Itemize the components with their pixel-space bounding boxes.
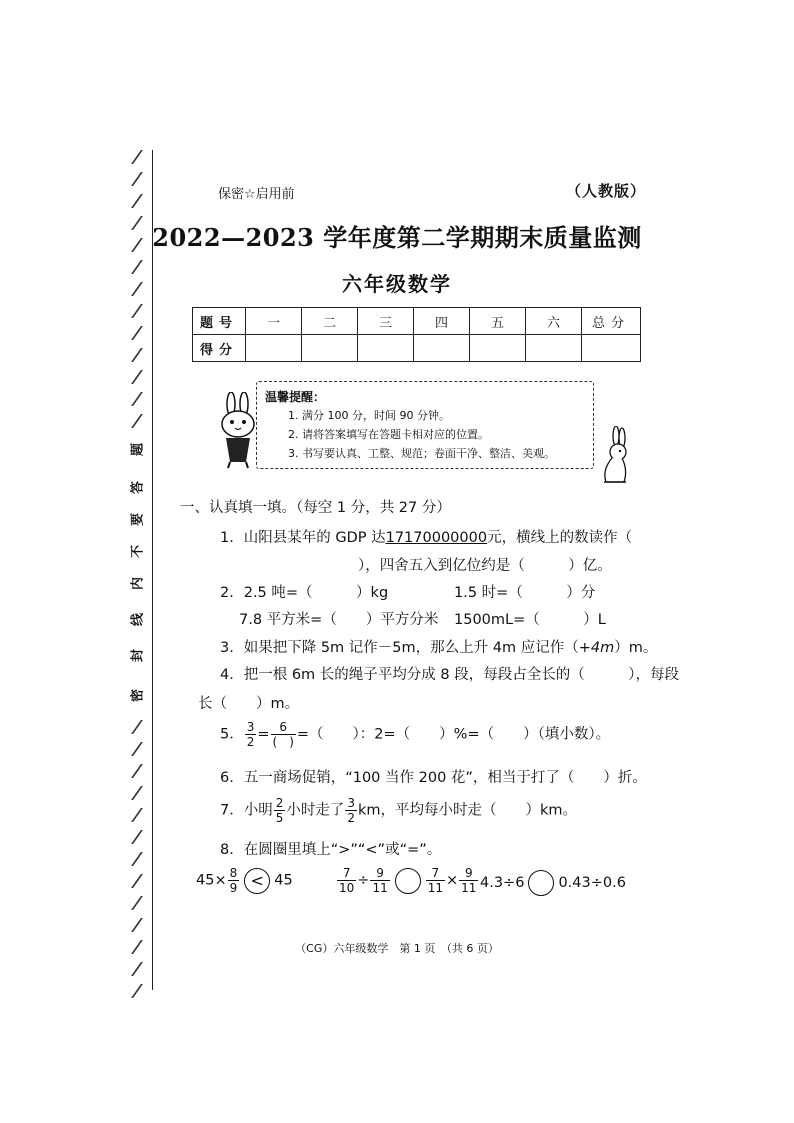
question-5 [220, 720, 610, 749]
notice-item: 3. 书写要认真、工整、规范；卷面干净、整洁、美观。 [288, 447, 555, 460]
question-2d: 1500mL=（ ）L [454, 612, 606, 628]
numerator: 9 [370, 866, 389, 881]
numerator: 6 [271, 720, 296, 735]
compare-text: 0.43÷0.6 [558, 875, 626, 891]
denominator: 11 [461, 881, 477, 895]
score-cell [358, 335, 414, 362]
fraction [370, 866, 389, 895]
question-4: 4．把一根 6m 长的绳子平均分成 8 段，每段占全长的（ ），每段 [220, 667, 679, 683]
compare-circle[interactable]: < [244, 868, 270, 894]
question-6: 6．五一商场促销，“100 当作 200 花”，相当于打了（ ）折。 [220, 770, 647, 786]
compare-b [336, 866, 479, 895]
denominator: 2 [246, 735, 255, 749]
col-total: 总分 [582, 308, 641, 335]
denominator: 11 [427, 881, 443, 895]
q1-number: 17170000000 [385, 530, 488, 546]
slash-mark [131, 786, 143, 800]
notice-title: 温馨提醒： [265, 390, 326, 404]
q3-text: 3．如果把下降 5m 记作－5m，那么上升 4m 应记作（ [220, 640, 579, 656]
exam-subtitle: 六年级数学 [342, 272, 452, 296]
score-cell [470, 335, 526, 362]
compare-text: 4.3÷6 [480, 875, 525, 891]
question-7 [220, 796, 577, 825]
compare-circle[interactable] [528, 870, 554, 896]
compare-c [480, 870, 626, 896]
operator: ÷ [357, 872, 370, 889]
numerator: 7 [426, 866, 445, 881]
equals-sign: = [257, 726, 270, 743]
fraction [459, 866, 478, 895]
slash-mark [131, 348, 143, 362]
slash-mark [131, 852, 143, 866]
fraction [228, 866, 240, 895]
q1-text: 1．山阳县某年的 GDP 达 [220, 530, 386, 546]
q7-text: 小时走了 [286, 802, 345, 819]
slash-mark [131, 172, 143, 186]
slash-mark [131, 830, 143, 844]
question-2a: 2．2.5 吨=（ ）kg [220, 585, 389, 601]
q5-label: 5． [220, 726, 244, 743]
fraction [274, 796, 286, 825]
col-6: 六 [526, 308, 582, 335]
binding-char: 线 [130, 613, 146, 627]
fraction [337, 866, 356, 895]
denominator: 9 [229, 881, 238, 895]
question-2c: 7.8 平方米=（ ）平方分米 [239, 612, 439, 628]
compare-circle[interactable] [395, 868, 421, 894]
q7-text: km，平均每小时走（ ）km。 [358, 802, 578, 819]
numerator: 3 [347, 796, 356, 810]
slash-mark [131, 326, 143, 340]
col-4: 四 [414, 308, 470, 335]
secret-label: 保密☆启用前 [218, 187, 295, 202]
slash-mark [131, 896, 143, 910]
edition-label: （人教版） [566, 182, 647, 200]
slash-mark [131, 392, 143, 406]
binding-char: 题 [130, 443, 146, 457]
binding-char: 不 [130, 545, 146, 559]
notice-item: 2. 请将答案填写在答题卡相对应的位置。 [288, 428, 489, 441]
rabbit-icon [596, 426, 632, 488]
question-2b: 1.5 时=（ ）分 [454, 585, 596, 601]
row-label-score: 得分 [193, 335, 246, 362]
exam-title: 2022—2023 学年度第二学期期末质量监测 [152, 223, 642, 252]
score-table-score-row [193, 335, 641, 362]
slash-mark [131, 150, 143, 164]
question-3 [220, 636, 657, 657]
slash-mark [131, 304, 143, 318]
q3-text: ）m。 [614, 640, 658, 656]
numerator: 9 [459, 866, 478, 881]
notice-item: 1. 满分 100 分，时间 90 分钟。 [288, 409, 450, 422]
denominator: 10 [339, 881, 355, 895]
denominator: 5 [275, 811, 284, 825]
score-cell [582, 335, 641, 362]
denominator: 11 [372, 881, 388, 895]
slash-mark [131, 918, 143, 932]
binding-char: 封 [130, 649, 146, 663]
binding-char: 答 [130, 481, 146, 495]
q3-handwritten-answer: +4m [578, 640, 615, 656]
slash-mark [131, 742, 143, 756]
fraction [271, 720, 296, 749]
binding-char: 要 [130, 513, 146, 527]
slash-mark [131, 808, 143, 822]
fraction [426, 866, 445, 895]
compare-a [196, 866, 293, 895]
question-4-cont: 长（ ）m。 [198, 696, 300, 712]
q5-text: =（ ）：2=（ ）%=（ ）（填小数）。 [296, 726, 611, 743]
col-3: 三 [358, 308, 414, 335]
col-1: 一 [246, 308, 302, 335]
col-5: 五 [470, 308, 526, 335]
slash-mark [131, 764, 143, 778]
denominator: 2 [347, 811, 356, 825]
binding-char: 内 [130, 577, 146, 591]
section-heading: 一、认真填一填。（每空 1 分，共 27 分） [180, 500, 451, 516]
slash-mark [131, 370, 143, 384]
score-cell [302, 335, 358, 362]
slash-mark [131, 962, 143, 976]
numerator: 2 [275, 796, 284, 810]
slash-mark [131, 874, 143, 888]
score-cell [414, 335, 470, 362]
score-table [192, 307, 641, 362]
question-8: 8．在圆圈里填上“>”“<”或“=”。 [220, 842, 442, 858]
binding-char: 密 [130, 689, 146, 703]
numerator: 8 [229, 866, 238, 880]
fraction [245, 720, 257, 749]
page-footer: （CG）六年级数学 第 1 页 （共 6 页） [295, 942, 499, 955]
numerator: 7 [337, 866, 356, 881]
operator: × [446, 872, 459, 889]
score-cell [246, 335, 302, 362]
compare-text: 45× [196, 872, 227, 889]
slash-mark [131, 984, 143, 998]
question-1-cont: ），四舍五入到亿位约是（ ）亿。 [358, 558, 612, 574]
q1-text: 元，横线上的数读作（ [487, 530, 633, 546]
question-1 [220, 526, 632, 547]
fraction [345, 796, 357, 825]
slash-mark [131, 720, 143, 734]
compare-text: 45 [274, 872, 293, 889]
q7-text: 7．小明 [220, 802, 273, 819]
col-2: 二 [302, 308, 358, 335]
rabbit-icon [216, 392, 260, 470]
score-table-header-row [193, 308, 641, 335]
score-cell [526, 335, 582, 362]
denominator: ( ) [272, 735, 294, 749]
row-label-question: 题号 [193, 308, 246, 335]
numerator: 3 [246, 720, 255, 734]
slash-mark [131, 414, 143, 428]
slash-mark [131, 194, 143, 208]
